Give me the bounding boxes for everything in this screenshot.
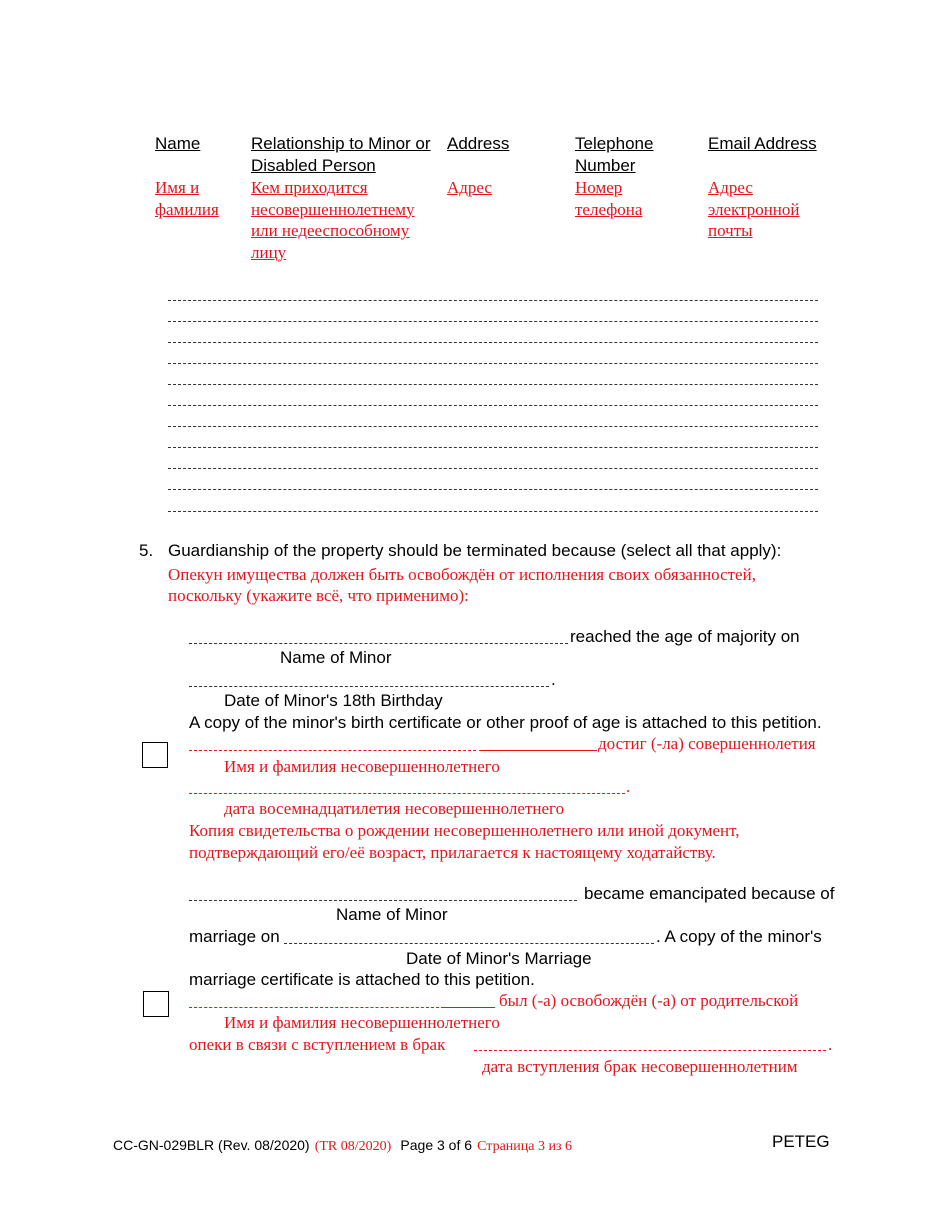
- col-email-en: Email Address: [708, 134, 817, 153]
- birthday-label-ru: дата восемнадцатилетия несовершеннолетнего: [224, 799, 565, 818]
- reached-majority-text: reached the age of majority on: [570, 627, 800, 646]
- marriage-on-text: marriage on: [189, 927, 280, 946]
- reached-majority-ru: достиг (-ла) совершеннолетия: [598, 734, 816, 753]
- entry-line[interactable]: [168, 363, 818, 364]
- entry-line[interactable]: [168, 426, 818, 427]
- birthday-label: Date of Minor's 18th Birthday: [224, 691, 443, 710]
- section5-title-en: Guardianship of the property should be terminated because (select all that apply):: [168, 541, 782, 560]
- birth-certificate-text: A copy of the minor's birth certificate or other proof of age is attached to this petition.: [189, 713, 822, 732]
- period-ru-2: .: [828, 1035, 833, 1054]
- entry-line[interactable]: [168, 342, 818, 343]
- entry-line[interactable]: [168, 511, 818, 512]
- copy-text-part2: marriage certificate is attached to this petition.: [189, 970, 535, 989]
- marriage-date-label-ru: дата вступления брак несовершеннолетним: [482, 1057, 798, 1076]
- name-of-minor-label: Name of Minor: [280, 648, 392, 667]
- copy-text-part1: . A copy of the minor's: [656, 927, 822, 946]
- section5-title-ru: Опекун имущества должен быть освобождён от исполнения своих обязанностей, поскольку (укажите всё, что применимо):: [168, 565, 756, 605]
- emancipated-text: became emancipated because of: [584, 884, 835, 903]
- custody-ru: опеки в связи с вступлением в брак: [189, 1035, 446, 1054]
- emancipated-name-line-ru[interactable]: [189, 1007, 439, 1008]
- birth-certificate-ru-1: Копия свидетельства о рождении несовершеннолетнего или иной документ,: [189, 821, 740, 840]
- form-stamp: PETEG: [772, 1132, 830, 1151]
- entry-line[interactable]: [168, 321, 818, 322]
- page-number-ru: Страница 3 из 6: [477, 1139, 572, 1154]
- col-address-ru: Адрес: [447, 178, 492, 197]
- marriage-date-line[interactable]: [284, 943, 654, 944]
- emancipation-checkbox[interactable]: [143, 991, 169, 1017]
- section-number: 5.: [139, 541, 154, 560]
- footer-line: [113, 1135, 572, 1155]
- marriage-date-line-ru[interactable]: [474, 1050, 826, 1051]
- emancipated-ru: был (-а) освобождён (-а) от родительской: [499, 991, 799, 1010]
- birthday-line[interactable]: [189, 686, 549, 687]
- col-name-en: Name: [155, 134, 201, 153]
- emancipated-name-line[interactable]: [189, 900, 577, 901]
- marriage-date-label: Date of Minor's Marriage: [406, 949, 592, 968]
- col-address-en: Address: [447, 134, 510, 153]
- col-telephone-ru: Номер телефона: [575, 178, 643, 219]
- entry-line[interactable]: [168, 447, 818, 448]
- minor-name-line[interactable]: [189, 643, 568, 644]
- emancipated-name-line-ru-solid: [441, 1007, 495, 1008]
- col-relationship-ru: Кем приходится несовершеннолетнему или недееспособному лицу: [251, 178, 415, 262]
- col-email-ru: Адрес электронной почты: [708, 178, 800, 240]
- majority-checkbox[interactable]: [142, 742, 168, 768]
- name-of-minor-label-2: Name of Minor: [336, 905, 448, 924]
- col-telephone-en: Telephone Number: [575, 134, 654, 175]
- name-of-minor-label-ru: Имя и фамилия несовершеннолетнего: [224, 757, 500, 776]
- form-code: CC-GN-029BLR (Rev. 08/2020): [113, 1137, 310, 1153]
- name-of-minor-label-ru-2: Имя и фамилия несовершеннолетнего: [224, 1013, 500, 1032]
- minor-name-line-ru-solid: [479, 750, 597, 751]
- page-number-en: Page 3 of 6: [400, 1137, 473, 1153]
- period: .: [551, 670, 556, 689]
- entry-line[interactable]: [168, 468, 818, 469]
- entry-line[interactable]: [168, 384, 818, 385]
- col-relationship-en: Relationship to Minor or Disabled Person: [251, 134, 431, 175]
- tr-code: (TR 08/2020): [314, 1139, 392, 1154]
- col-name-ru: Имя и фамилия: [155, 178, 219, 219]
- entry-line[interactable]: [168, 300, 818, 301]
- birth-certificate-ru-2: подтверждающий его/её возраст, прилагается к настоящему ходатайству.: [189, 843, 716, 862]
- minor-name-line-ru[interactable]: [189, 750, 476, 751]
- entry-line[interactable]: [168, 405, 818, 406]
- entry-line[interactable]: [168, 489, 818, 490]
- birthday-line-ru[interactable]: [189, 793, 625, 794]
- period-ru: .: [626, 777, 631, 796]
